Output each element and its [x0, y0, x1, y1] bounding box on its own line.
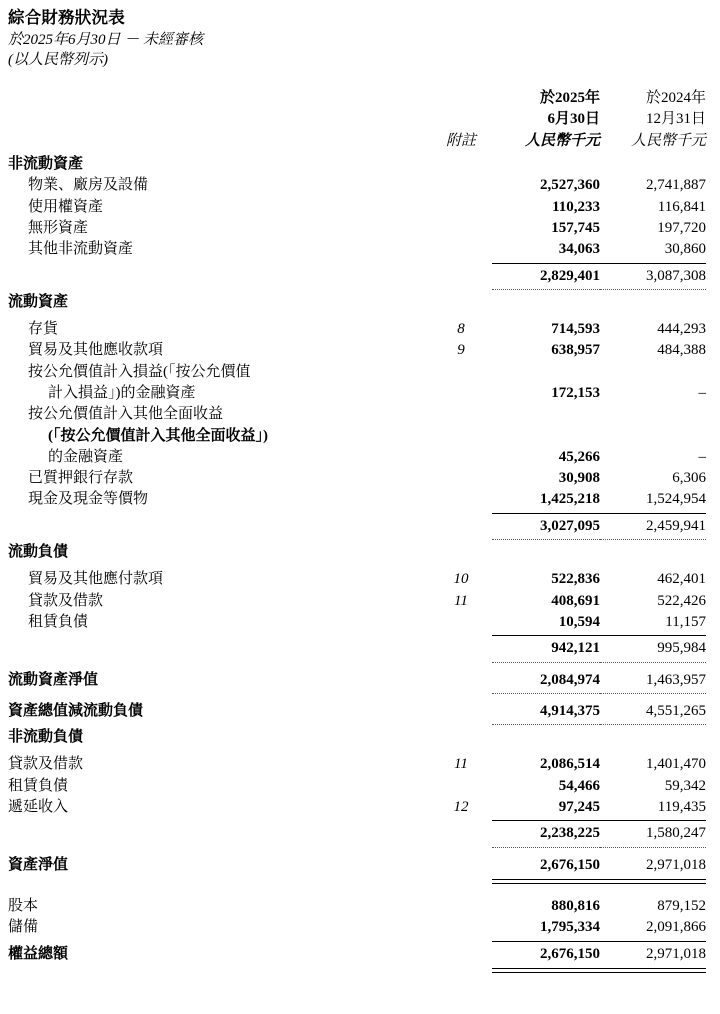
row-previous-value: 197,720 [657, 219, 706, 236]
table-row [8, 218, 706, 239]
header-current-period [492, 88, 600, 154]
row-previous-value: 59,342 [664, 777, 706, 794]
subtotal-rule [492, 263, 600, 264]
row-previous-value [600, 426, 706, 447]
subtotal-previous-value: 995,984 [657, 640, 706, 657]
subtotal-row [8, 266, 706, 287]
subtotal-rule-dotted [600, 289, 706, 290]
row-label: 租賃負債 [28, 613, 89, 630]
table-row [8, 917, 706, 938]
row-note [430, 896, 492, 917]
row-current-value: 97,245 [558, 799, 600, 816]
row-current-value [492, 426, 600, 447]
row-label: 物業、廠房及設備 [28, 177, 149, 194]
row-note [430, 447, 492, 468]
subtotal-rule [600, 635, 706, 636]
subtotal-rule-dotted [492, 847, 600, 848]
header-previous-line2: 12月31日 [645, 111, 706, 128]
row-previous-value: 30,860 [664, 241, 706, 258]
header-current-line3: 人民幣千元 [524, 132, 600, 149]
row-current-value [492, 404, 600, 425]
table-row [8, 426, 706, 447]
row-current-value: 54,466 [558, 777, 600, 794]
table-row [8, 319, 706, 340]
row-note [430, 426, 492, 447]
row-previous-value: 2,741,887 [646, 177, 706, 194]
section-heading-current-liabilities: 流動負債 [8, 544, 69, 561]
row-current-value: 172,153 [551, 384, 600, 401]
table-row [8, 489, 706, 510]
subtotal-current-value: 3,027,095 [540, 517, 600, 534]
balance-sheet-table [8, 88, 706, 974]
row-label: 按公允價值計入損益(「按公允價值 [28, 363, 251, 380]
row-note [430, 239, 492, 260]
row-current-value: 4,914,375 [540, 702, 600, 719]
row-previous-value: 4,551,265 [646, 702, 706, 719]
row-note [430, 468, 492, 489]
row-previous-value: 1,401,470 [646, 756, 706, 773]
rule-row [8, 965, 706, 974]
row-label: 無形資產 [28, 219, 89, 236]
table-row [8, 896, 706, 917]
subtotal-rule [600, 263, 706, 264]
table-row [8, 383, 706, 404]
row-previous-value: 1,463,957 [646, 671, 706, 688]
row-current-value: 2,527,360 [540, 177, 600, 194]
row-previous-value: 879,152 [657, 897, 706, 914]
row-note [430, 776, 492, 797]
row-previous-value: 2,971,018 [646, 945, 706, 962]
row-label: 貿易及其他應收款項 [28, 342, 164, 359]
row-current-value: 638,957 [551, 342, 600, 359]
row-note [430, 197, 492, 218]
table-row [8, 754, 706, 775]
section-heading-noncurrent-assets: 非流動資產 [8, 156, 84, 173]
row-current-value: 408,691 [551, 592, 600, 609]
subtotal-rule [492, 820, 600, 821]
row-label: 現金及現金等價物 [28, 491, 149, 508]
row-note: 11 [454, 756, 468, 773]
section-heading-row [8, 542, 706, 563]
table-header-row [8, 88, 706, 154]
row-current-value: 30,908 [558, 470, 600, 487]
row-label: 貿易及其他應付款項 [28, 571, 164, 588]
subtotal-row [8, 638, 706, 659]
row-label: 流動資產淨值 [8, 671, 99, 688]
header-spacer [8, 88, 430, 154]
row-label: 其他非流動資產 [28, 241, 134, 258]
subtotal-previous-value: 2,459,941 [646, 517, 706, 534]
row-label: 租賃負債 [8, 777, 69, 794]
subtotal-rule-dotted [492, 724, 600, 725]
table-row [8, 239, 706, 260]
header-current-line2: 6月30日 [547, 111, 600, 128]
row-label: 存貨 [28, 321, 59, 338]
row-note: 12 [453, 799, 469, 816]
row-note [430, 917, 492, 938]
subtotal-rule [492, 513, 600, 514]
subtotal-rule [600, 513, 706, 514]
row-previous-value: 462,401 [657, 571, 706, 588]
row-previous-value: 2,971,018 [646, 856, 706, 873]
subtotal-rule [492, 941, 600, 942]
section-heading-row [8, 292, 706, 313]
row-previous-value: 11,157 [665, 613, 706, 630]
row-note: 8 [457, 321, 465, 338]
row-current-value: 714,593 [551, 321, 600, 338]
header-previous-period [600, 88, 706, 154]
row-previous-value: 484,388 [657, 342, 706, 359]
header-current-line1: 於2025年 [539, 90, 600, 107]
row-label: 計入損益」)的金融資產 [48, 384, 196, 401]
row-label: 已質押銀行存款 [28, 470, 134, 487]
row-label: 資產淨值 [8, 856, 69, 873]
row-label: 貸款及借款 [28, 592, 104, 609]
subtotal-current-value: 942,121 [551, 640, 600, 657]
row-label: 資產總值減流動負債 [8, 702, 144, 719]
table-row [8, 340, 706, 361]
row-previous-value [600, 362, 706, 383]
row-current-value: 157,745 [551, 219, 600, 236]
subtotal-rule-dotted [600, 724, 706, 725]
subtotal-rule-dotted [492, 693, 600, 694]
net-current-assets-row [8, 665, 706, 691]
subtotal-current-value: 2,238,225 [540, 825, 600, 842]
row-current-value: 522,836 [551, 571, 600, 588]
row-label: 按公允價值計入其他全面收益 [28, 406, 224, 423]
row-current-value: 110,233 [552, 198, 600, 215]
row-current-value: 34,063 [558, 241, 600, 258]
total-rule-double [492, 879, 600, 884]
subtotal-previous-value: 1,580,247 [646, 825, 706, 842]
subtotal-previous-value: 3,087,308 [646, 267, 706, 284]
row-note [430, 218, 492, 239]
header-previous-line1: 於2024年 [645, 90, 706, 107]
total-assets-less-current-liabilities-row [8, 696, 706, 722]
total-rule-double [600, 879, 706, 884]
subtotal-rule [600, 941, 706, 942]
total-rule-double [492, 968, 600, 973]
row-note [430, 362, 492, 383]
page-title: 綜合財務狀況表 [8, 8, 125, 27]
table-row [8, 362, 706, 383]
table-row [8, 197, 706, 218]
row-current-value: 880,816 [551, 897, 600, 914]
row-current-value [492, 362, 600, 383]
table-row [8, 797, 706, 818]
table-row [8, 404, 706, 425]
row-previous-value [600, 404, 706, 425]
currency-note: (以人民幣列示) [8, 51, 108, 68]
row-note: 10 [453, 571, 469, 588]
row-current-value: 1,425,218 [540, 491, 600, 508]
row-current-value: 2,676,150 [540, 945, 600, 962]
subtotal-rule [600, 820, 706, 821]
row-note [430, 175, 492, 196]
subtotal-row [8, 516, 706, 537]
row-label: 遞延收入 [8, 799, 69, 816]
row-previous-value: – [698, 384, 706, 401]
row-label: 儲備 [8, 919, 39, 936]
subtotal-rule-dotted [492, 662, 600, 663]
row-previous-value: 6,306 [672, 470, 706, 487]
table-row [8, 612, 706, 633]
row-current-value: 1,795,334 [540, 919, 600, 936]
table-row [8, 175, 706, 196]
row-note: 9 [457, 342, 465, 359]
table-row [8, 569, 706, 590]
subtotal-rule-dotted [600, 847, 706, 848]
row-note [430, 404, 492, 425]
row-label: 權益總額 [8, 945, 69, 962]
header-note: 附註 [445, 132, 476, 149]
row-previous-value: 1,524,954 [646, 491, 706, 508]
table-row [8, 591, 706, 612]
subtotal-rule-dotted [492, 539, 600, 540]
row-previous-value: 444,293 [657, 321, 706, 338]
section-heading-row [8, 154, 706, 175]
row-label: 貸款及借款 [8, 756, 84, 773]
subtotal-row [8, 823, 706, 844]
table-row [8, 776, 706, 797]
row-note [430, 612, 492, 633]
row-previous-value: 119,435 [657, 799, 706, 816]
header-previous-line3: 人民幣千元 [630, 132, 706, 149]
row-previous-value: – [698, 448, 706, 465]
row-label: 使用權資產 [28, 198, 104, 215]
row-label: (「按公允價值計入其他全面收益」) [48, 427, 268, 444]
total-rule-double [600, 968, 706, 973]
table-row [8, 468, 706, 489]
row-note [430, 489, 492, 510]
row-current-value: 2,086,514 [540, 756, 600, 773]
section-heading-noncurrent-liabilities: 非流動負債 [8, 729, 84, 746]
net-assets-row [8, 850, 706, 876]
total-equity-row [8, 944, 706, 965]
section-heading-current-assets: 流動資產 [8, 293, 69, 310]
subtotal-rule-dotted [600, 662, 706, 663]
row-current-value: 2,084,974 [540, 671, 600, 688]
row-current-value: 10,594 [558, 613, 600, 630]
row-label: 股本 [8, 897, 39, 914]
row-note: 11 [454, 592, 468, 609]
subtotal-rule-dotted [600, 539, 706, 540]
row-current-value: 45,266 [558, 448, 600, 465]
row-previous-value: 116,841 [657, 198, 706, 215]
row-label: 的金融資產 [48, 448, 124, 465]
row-previous-value: 522,426 [657, 592, 706, 609]
subtotal-rule-dotted [600, 693, 706, 694]
row-previous-value: 2,091,866 [646, 919, 706, 936]
rule-row [8, 876, 706, 885]
subtotal-rule-dotted [492, 289, 600, 290]
table-row [8, 447, 706, 468]
row-current-value: 2,676,150 [540, 856, 600, 873]
section-heading-row [8, 727, 706, 748]
row-note [430, 383, 492, 404]
page-subtitle: 於2025年6月30日 － 未經審核 [8, 31, 204, 48]
subtotal-rule [492, 635, 600, 636]
subtotal-current-value: 2,829,401 [540, 267, 600, 284]
